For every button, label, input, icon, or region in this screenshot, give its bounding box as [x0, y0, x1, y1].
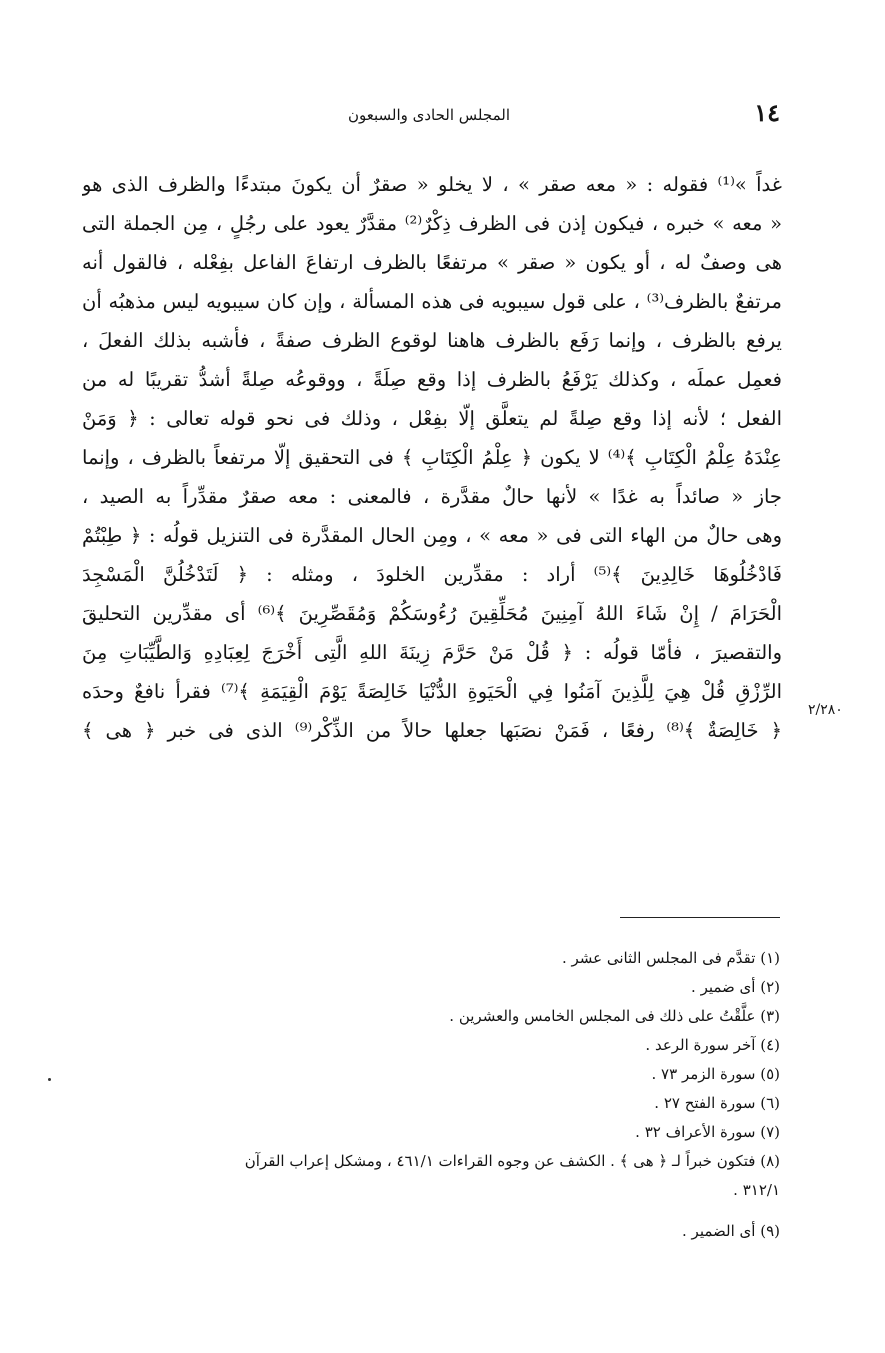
text-line: هى وصفٌ له ، أو يكون « صقر » مرتفعًا بالظرف ارتفاعَ الفاعل بفِعْله ، فالقول أنه	[82, 251, 782, 274]
ink-speck	[48, 1078, 51, 1081]
footnote-divider	[620, 917, 780, 918]
text-line: جاز « صائداً به غدًا » لأنها حالٌ مقدَّرة ، فالمعنى : معه صقرٌ مقدِّراً به الصيد ،	[82, 485, 782, 508]
text-line: ﴿ خَالِصَةٌ ﴾⁽⁸⁾ رفعًا ، فَمَنْ نصَبَها جعلها حالاً من الذِّكْر⁽⁹⁾ الذى فى خبر ﴿ هى ﴾	[82, 719, 782, 742]
text-line: الفعل ؛ لأنه إذا وقع صِلةً لم يتعلَّق إلّا بفِعْل ، وذلك فى نحو قوله تعالى : ﴿ وَمَنْ	[82, 407, 782, 430]
text-line: الْحَرَامَ / إِنْ شَاءَ اللهُ آمِنِينَ مُحَلِّقِينَ رُءُوسَكُمْ وَمُقَصِّرِينَ ﴾⁽⁶⁾ أى مقدِّرين التحليقَ	[82, 602, 782, 625]
text-line: الرِّزْقِ قُلْ هِيَ لِلَّذِينَ آمَنُوا فِي الْحَيَوةِ الدُّنْيَا خَالِصَةً يَوْمَ الْقِيَمَةِ ﴾⁽⁷⁾ فقرأ نافعٌ وحدَه	[82, 680, 782, 703]
footnote: (١) تقدَّم فى المجلس الثانى عشر .	[561, 949, 780, 967]
footnotes	[100, 944, 780, 1246]
page-header	[80, 98, 780, 138]
text-line: والتقصيرَ ، فأمّا قولُه : ﴿ قُلْ مَنْ حَرَّمَ زِينَةَ اللهِ الَّتِى أَخْرَجَ لِعِبَادِهِ وَالطَّيِّبَاتِ مِنَ	[82, 641, 782, 664]
text-line: غداً »⁽¹⁾ فقوله : « معه صقر » ، لا يخلو « صقرٌ أن يكونَ مبتدءًا والظرف الذى هو	[82, 173, 782, 196]
footnote: (٦) سورة الفتح ٢٧ .	[654, 1094, 780, 1112]
footnote: (٧) سورة الأعراف ٣٢ .	[635, 1123, 780, 1141]
running-title: المجلس الحادى والسبعون	[347, 106, 510, 124]
footnote: (٨) فتكون خبراً لـ ﴿ هى ﴾ . الكشف عن وجوه القراءات ٤٦١/١ ، ومشكل إعراب القرآن	[244, 1152, 780, 1170]
text-line: وهى حالٌ من الهاء التى فى « معه » ، ومِن الحال المقدَّرة فى التنزيل قولُه : ﴿ طِبْتُمْ	[82, 524, 782, 547]
text-line: فعمِل عملَه ، وكذلك يَرْفَعُ بالظرف إذا وقع صِلَةً ، ووقوعُه صِلةً أشدُّ تقريبًا له من	[82, 368, 782, 391]
text-line: يرفع بالظرف ، وإنما رَفَع بالظرف هاهنا لوقوع الظرف صفةً ، فأشبه بذلك الفعلَ ،	[82, 329, 782, 352]
footnote: (٥) سورة الزمر ٧٣ .	[651, 1065, 780, 1083]
margin-reference: ٢/٢٨٠	[808, 702, 843, 718]
text-line: فَادْخُلُوهَا خَالِدِينَ ﴾⁽⁵⁾ أراد : مقدِّرين الخلودَ ، ومثله : ﴿ لَتَدْخُلُنَّ الْمَسْجِدَ	[82, 563, 782, 586]
footnote: (٤) آخر سورة الرعد .	[645, 1036, 780, 1054]
text-line: عِنْدَهُ عِلْمُ الْكِتَابِ ﴾⁽⁴⁾ لا يكون ﴿ عِلْمُ الْكِتَابِ ﴾ فى التحقيق إلّا مرتفعاً بالظرف ، وإنما	[82, 446, 782, 469]
page-number: ١٤	[754, 98, 780, 127]
main-text	[82, 165, 782, 750]
footnote-continuation: ٣١٢/١ .	[733, 1181, 780, 1199]
footnote: (٩) أى الضمير .	[682, 1222, 780, 1240]
text-line: مرتفعٌ بالظرف⁽³⁾ ، على قول سيبويه فى هذه المسألة ، وإن كان سيبويه ليس مذهبُه أن	[82, 290, 782, 313]
footnote: (٣) علَّقْتُ على ذلك فى المجلس الخامس والعشرين .	[449, 1007, 780, 1025]
footnote: (٢) أى ضمير .	[691, 978, 780, 996]
text-line: « معه » خبره ، فيكون إذن فى الظرف ذِكْرٌ⁽²⁾ مقدَّرٌ يعود على رجُلٍ ، مِن الجملة التى	[82, 212, 782, 235]
